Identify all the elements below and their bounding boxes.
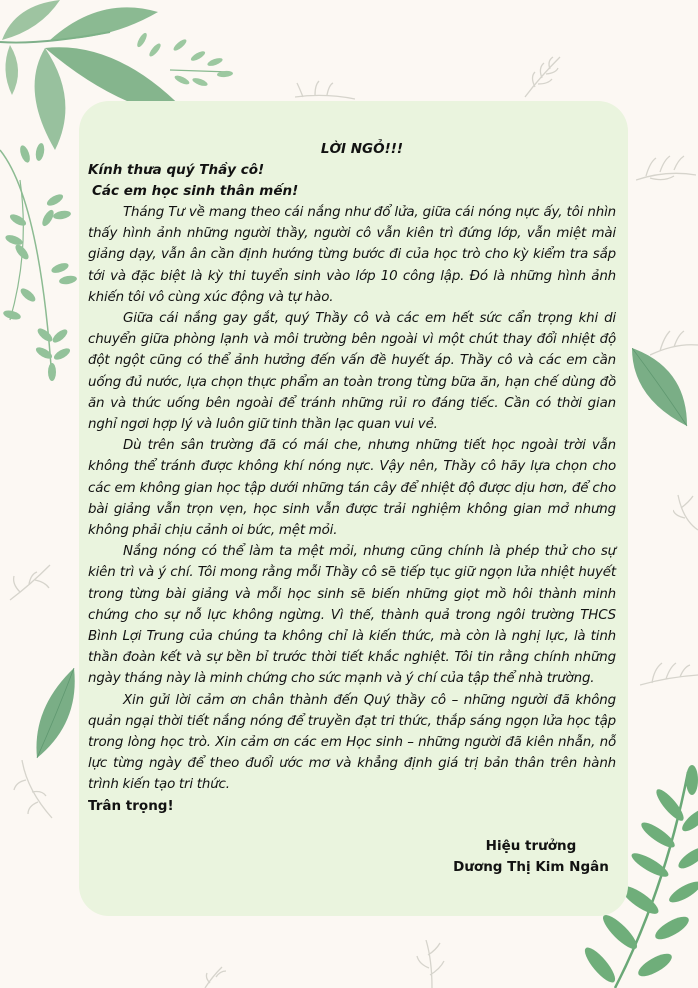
sketch-sprig-icon bbox=[295, 75, 355, 100]
sketch-sprig-icon bbox=[636, 150, 696, 185]
sketch-sprig-icon bbox=[640, 655, 698, 690]
single-leaf-icon bbox=[632, 348, 690, 428]
paragraph: Dù trên sân trường đã có mái che, nhưng những tiết học ngoài trời vẫn không thể tránh được không khí nóng nực. Vậy nên, Thầy cô hãy lựa chọn cho các em không gian học tập dưới những tán cây để nhiệt độ được dịu hơn, để cho bài giảng vẫn trọn vẹn, học sinh vẫn được trải nghiệm không gian mở nhưng không phải chịu cảnh oi bức, mệt mỏi. bbox=[88, 438, 616, 539]
signature-block bbox=[431, 836, 671, 878]
sketch-sprig-icon bbox=[650, 325, 698, 360]
sketch-sprig-icon bbox=[12, 760, 62, 820]
sketch-sprig-icon bbox=[414, 940, 449, 988]
fern-vine-icon bbox=[0, 140, 80, 390]
sketch-sprig-icon bbox=[673, 490, 698, 535]
paragraph: Tháng Tư về mang theo cái nắng như đổ lửa, giữa cái nóng nực ấy, tôi nhìn thấy hình ảnh những người thầy, người cô vẫn kiên trì đứng lớp, vẫn miệt mài giảng dạy, vẫn ân cần định hướng từng bước đi của học trò cho kỳ kiểm tra sắp tới và đặc biệt là kỳ thi tuyển sinh vào lớp 10 công lập. Đó là những hình ảnh khiến tôi vô cùng xúc động và tự hào. bbox=[88, 205, 616, 305]
sketch-sprig-icon bbox=[5, 560, 55, 605]
letter-card bbox=[79, 101, 628, 916]
sketch-sprig-icon bbox=[520, 52, 570, 100]
paragraph: Giữa cái nắng gay gắt, quý Thầy cô và các em hết sức cẩn trọng khi di chuyển giữa phòng lạnh và môi trường bên ngoài vì một chút thay đổi nhiệt độ đột ngột cũng có thể ảnh hưởng đến vấn đề huyết áp. Thầy cô và các em cần uống đủ nước, lựa chọn thực phẩm an toàn trong từng bữa ăn, hạn chế dùng đồ ăn và thức uống bên ngoài để tránh những rủi ro đáng tiếc. Cần có thời gian nghỉ ngơi hợp lý và luôn giữ tinh thần lạc quan vui vẻ. bbox=[88, 311, 616, 433]
paragraph: Nắng nóng có thể làm ta mệt mỏi, nhưng cũng chính là phép thử cho sự kiên trì và ý chí. Tôi mong rằng mỗi Thầy cô sẽ tiếp tục giữ ngọn lửa nhiệt huyết trong từng bài giảng và mỗi học sinh sẽ biến những giọt mồ hôi thành minh chứng cho sự nỗ lực không ngừng. Vì thế, thành quả trong ngôi trường THCS Bình Lợi Trung của chúng ta không chỉ là kiến thức, mà còn là nghị lực, là tinh thần đoàn kết và sự bền bỉ trước thời tiết khắc nghiệt. Tôi tin rằng chính những ngày tháng này là minh chứng cho sức mạnh và ý chí của tập thể nhà trường. bbox=[88, 544, 616, 687]
signature-name: Dương Thị Kim Ngân bbox=[453, 859, 609, 875]
signature-role: Hiệu trưởng bbox=[485, 838, 577, 854]
closing-line: Trân trọng! bbox=[88, 797, 174, 814]
letter-title: LỜI NGỎ!!! bbox=[320, 141, 404, 157]
single-leaf-icon bbox=[32, 668, 77, 763]
greeting-students: Các em học sinh thân mến! bbox=[92, 183, 299, 199]
sketch-sprig-icon bbox=[200, 965, 230, 988]
greeting-teachers: Kính thưa quý Thầy cô! bbox=[88, 162, 265, 178]
paragraph: Xin gửi lời cảm ơn chân thành đến Quý thầy cô – những người đã không quản ngại thời tiết nắng nóng để truyền đạt tri thức, thắp sáng ngọn lửa học tập trong lòng học trò. Xin cảm ơn các em Học sinh – những người đã kiên nhẫn, nỗ lực từng ngày để theo đuổi ước mơ và khẳng định giá trị bản thân trên hành trình kiến tạo tri thức. bbox=[88, 692, 616, 793]
